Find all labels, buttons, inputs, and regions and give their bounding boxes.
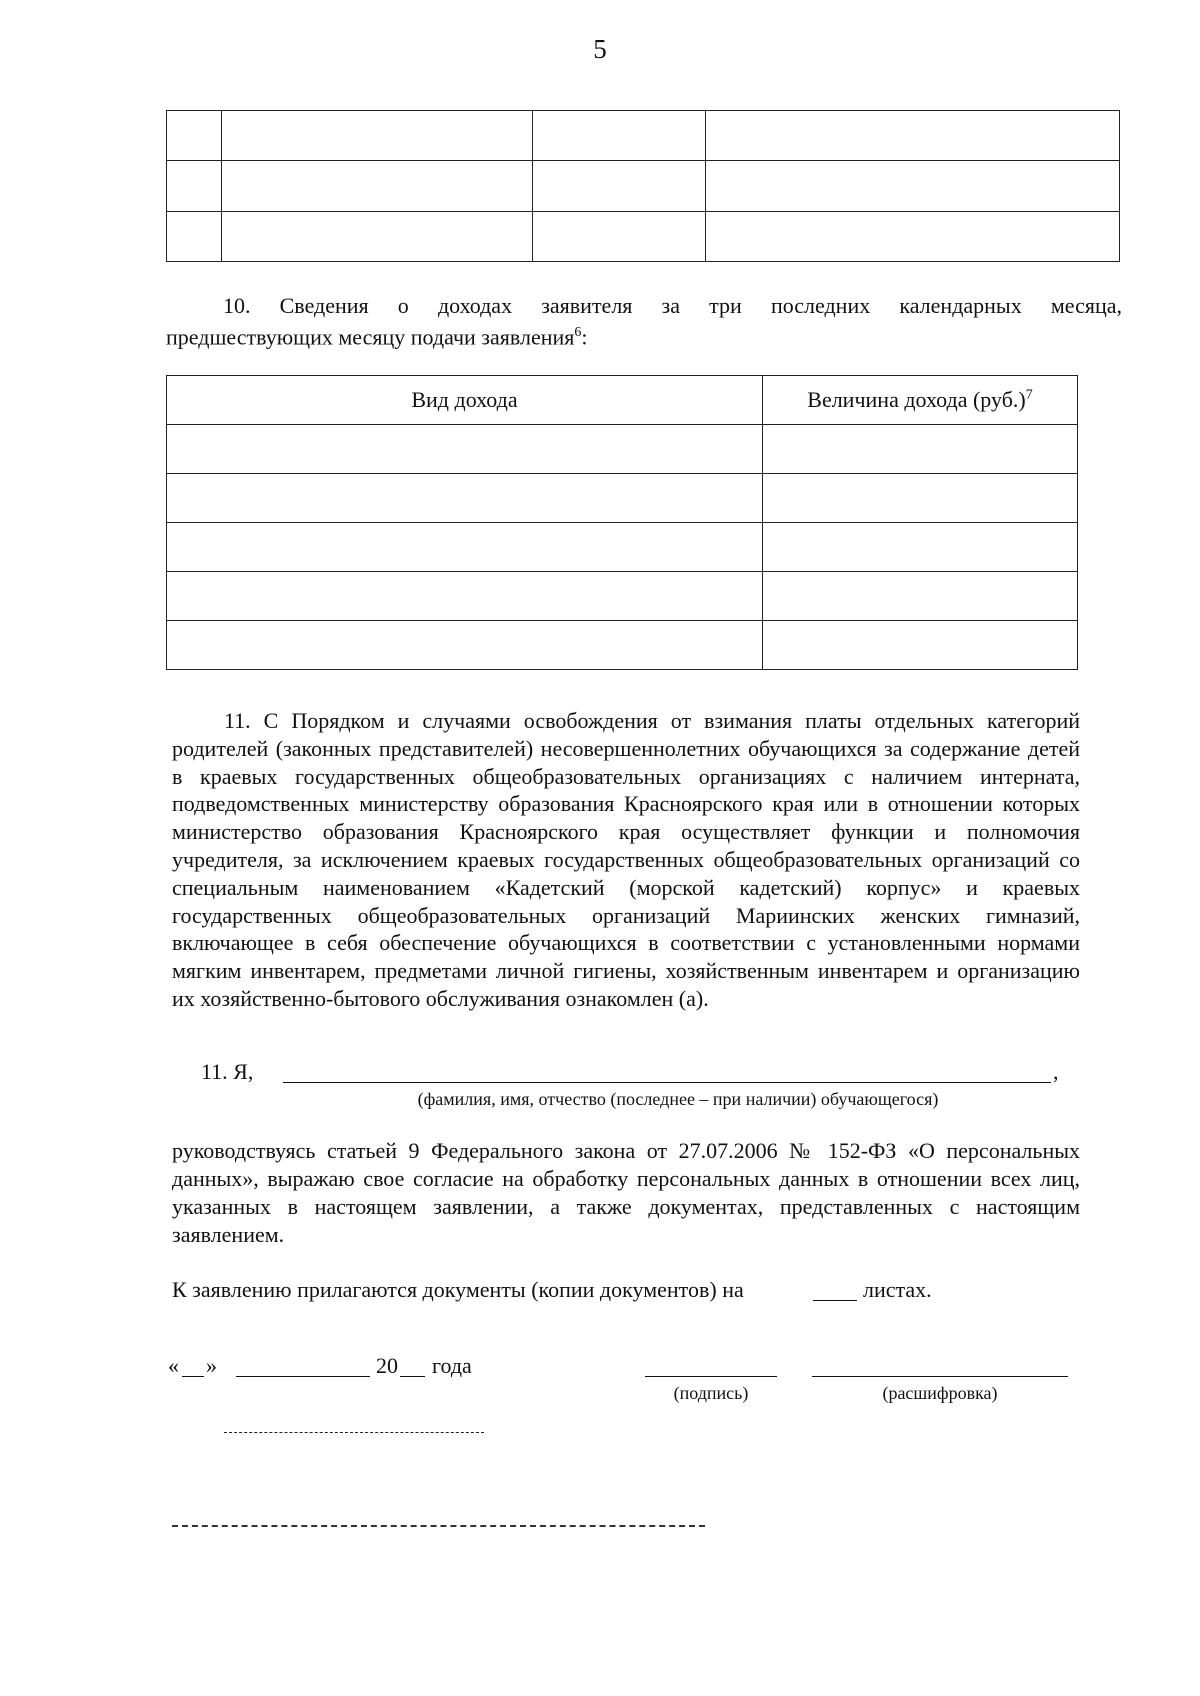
consent-text: руководствуясь статьей 9 Федерального закона от 27.07.2006 № 152-ФЗ «О персональных данных», выражаю свое согласие на обработку персональных данных в отношении всех лиц, указанных в настоящем заявлении, а также документах, представленных с настоящим заявлением.	[172, 1138, 1080, 1247]
consent-prefix: 11. Я,	[201, 1059, 254, 1084]
table-row	[167, 572, 1078, 621]
table-cell	[222, 161, 533, 211]
consent-suffix: ,	[1053, 1059, 1059, 1084]
income-amount-cell[interactable]	[763, 572, 1078, 621]
date-year-field[interactable]	[400, 1376, 425, 1377]
footnote-mark: 7	[1025, 387, 1033, 403]
signature-decoding-caption: (расшифровка)	[882, 1383, 998, 1403]
section-10-line1: 10. Сведения о доходах заявителя за три последних календарных месяца,	[223, 293, 1122, 318]
table-row	[167, 474, 1078, 523]
date-day-field[interactable]	[182, 1376, 204, 1377]
table-row	[167, 425, 1078, 474]
attachments-count-field[interactable]	[813, 1300, 857, 1301]
footnote-separator-long	[172, 1525, 705, 1527]
table-cell	[222, 111, 533, 161]
table-cell	[167, 111, 222, 161]
table-header-row	[167, 376, 1078, 425]
attachments-suffix: листах.	[863, 1277, 932, 1302]
table-cell	[533, 111, 706, 161]
table-row	[167, 523, 1078, 572]
date-year-suffix: года	[432, 1353, 472, 1378]
header-income-type	[167, 376, 763, 425]
income-type-cell[interactable]	[167, 621, 763, 670]
income-amount-cell[interactable]	[763, 474, 1078, 523]
income-amount-cell[interactable]	[763, 621, 1078, 670]
date-open-quote: «	[168, 1353, 179, 1378]
table-cell	[222, 211, 533, 261]
continuation-table	[166, 110, 1120, 262]
income-amount-cell[interactable]	[763, 425, 1078, 474]
attachments-prefix: К заявлению прилагаются документы (копии документов) на	[172, 1277, 744, 1302]
footnote-separator	[224, 1432, 484, 1433]
section-11-notice: 11. С Порядком и случаями освобождения от взимания платы отдельных категорий родителей (законных представителей) несовершеннолетних обучающихся за содержание детей в краевых государственных общеобразовательных организациях с наличием интерната, подведомственных министерству образования Красноярского края или в отношении которых министерство образования Красноярского края осуществляет функции и полномочия учредителя, за исключением краевых государственных общеобразовательных организаций со специальным наименованием «Кадетский (морской кадетский) корпус» и краевых государственных общеобразовательных организаций Мариинских женских гимназий, включающее в себя обеспечение обучающихся в соответствии с установленными нормами мягким инвентарем, предметами личной гигиены, хозяйственным инвентарем и организацию их хозяйственно-бытового обслуживания ознакомлен (а).	[172, 708, 1080, 1011]
income-type-cell[interactable]	[167, 425, 763, 474]
income-type-cell[interactable]	[167, 523, 763, 572]
table-cell	[706, 111, 1120, 161]
page-number: 5	[593, 34, 607, 64]
table-cell	[706, 161, 1120, 211]
footnote-mark: 6	[574, 325, 582, 340]
section-10-line2-text: предшествующих месяцу подачи заявления	[166, 324, 575, 350]
income-amount-cell[interactable]	[763, 523, 1078, 572]
signature-field[interactable]	[645, 1376, 777, 1377]
income-type-cell[interactable]	[167, 474, 763, 523]
date-close-quote: »	[206, 1353, 217, 1378]
header-income-type-label: Вид дохода	[411, 387, 518, 412]
section-10-line2	[166, 319, 1122, 350]
table-row	[167, 161, 1120, 211]
header-income-amount-label: Величина дохода (руб.)	[807, 387, 1026, 412]
student-name-field[interactable]	[283, 1082, 1051, 1083]
student-name-caption: (фамилия, имя, отчество (последнее – при наличии) обучающегося)	[417, 1089, 939, 1109]
table-row	[167, 211, 1120, 261]
table-cell	[533, 161, 706, 211]
table-row	[167, 111, 1120, 161]
table-cell	[706, 211, 1120, 261]
date-year-prefix: 20	[376, 1353, 398, 1378]
signature-caption: (подпись)	[673, 1383, 749, 1403]
income-type-cell[interactable]	[167, 572, 763, 621]
table-cell	[533, 211, 706, 261]
income-table	[166, 375, 1078, 670]
table-cell	[167, 211, 222, 261]
section-10-text	[166, 292, 1122, 350]
header-income-amount	[763, 376, 1078, 425]
section-10-colon: :	[581, 324, 588, 350]
table-cell	[167, 161, 222, 211]
date-month-field[interactable]	[236, 1376, 370, 1377]
signature-decoding-field[interactable]	[812, 1376, 1068, 1377]
table-row	[167, 621, 1078, 670]
